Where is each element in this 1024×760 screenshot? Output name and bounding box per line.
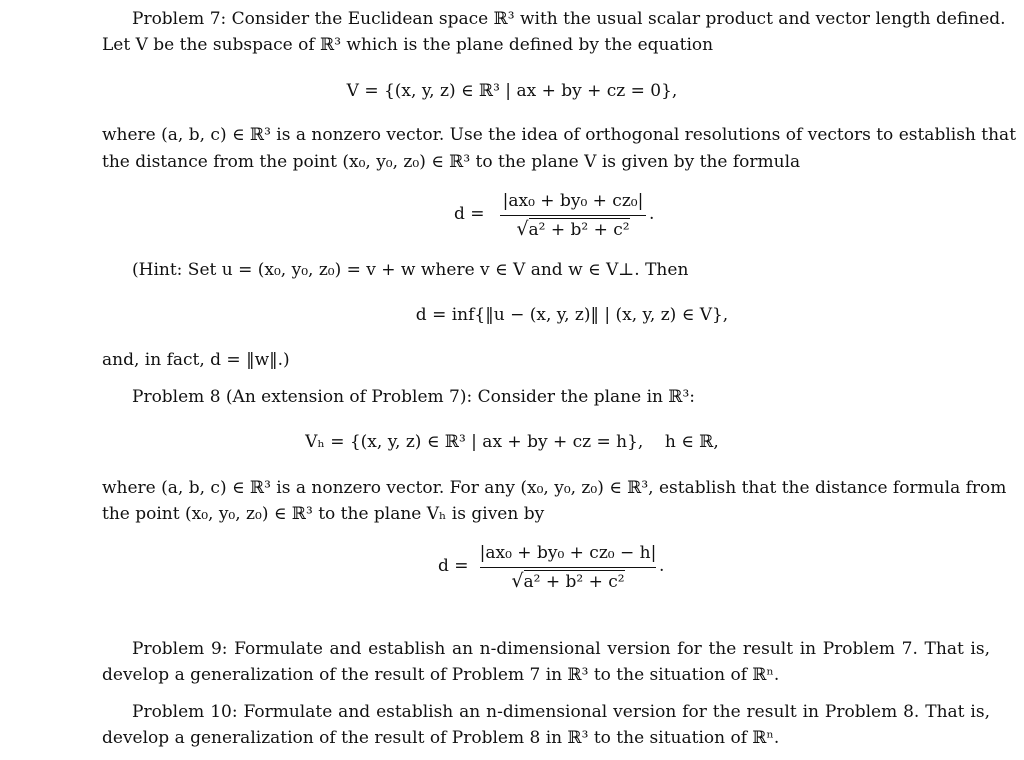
distance-formula-7 [454, 188, 654, 244]
formula-period: . [649, 204, 655, 224]
formula-period: . [659, 556, 665, 576]
distance-formula-8 [438, 540, 668, 596]
equation-infimum: d = inf{‖u − (x, y, z)‖ | (x, y, z) ∈ V}, [415, 305, 729, 325]
sqrt-symbol: √ [516, 218, 529, 240]
problem-7-line-2: Let V be the subspace of ℝ³ which is the plane defined by the equation [102, 35, 714, 55]
formula-lhs: d = [438, 556, 469, 576]
sqrt-symbol: √ [511, 570, 524, 592]
formula-numerator: |ax₀ + by₀ + cz₀ − h| [479, 543, 657, 563]
problem-8-line-2: where (a, b, c) ∈ ℝ³ is a nonzero vector. For any (x₀, y₀, z₀) ∈ ℝ³, establish that the distance formula from [102, 478, 1007, 498]
equation-plane-v: V = {(x, y, z) ∈ ℝ³ | ax + by + cz = 0}, [346, 81, 678, 101]
problem-8-line-1: Problem 8 (An extension of Problem 7): Consider the plane in ℝ³: [132, 387, 696, 407]
formula-lhs: d = [454, 204, 485, 224]
problem-9-line-2: develop a generalization of the result of Problem 7 in ℝ³ to the situation of ℝⁿ. [102, 665, 780, 685]
formula-numerator: |ax₀ + by₀ + cz₀| [502, 191, 644, 211]
problem-7-line-4: the distance from the point (x₀, y₀, z₀) ∈ ℝ³ to the plane V is given by the formula [102, 152, 801, 172]
problem-8-line-3: the point (x₀, y₀, z₀) ∈ ℝ³ to the plane Vₕ is given by [102, 504, 545, 524]
problem-10-line-2: develop a generalization of the result of Problem 8 in ℝ³ to the situation of ℝⁿ. [102, 728, 780, 748]
problem-9-line-1: Problem 9: Formulate and establish an n-dimensional version for the result in Problem 7. That is, [132, 639, 990, 659]
problem-7-line-3: where (a, b, c) ∈ ℝ³ is a nonzero vector. Use the idea of orthogonal resolutions of vectors to establish that [102, 125, 1017, 145]
formula-denominator [498, 216, 648, 243]
problem-7-line-1: Problem 7: Consider the Euclidean space ℝ³ with the usual scalar product and vector length defined. [132, 9, 1006, 29]
problem-10-line-1: Problem 10: Formulate and establish an n-dimensional version for the result in Problem 8. That is, [132, 702, 990, 722]
hint-end-line: and, in fact, d = ‖w‖.) [102, 350, 290, 370]
formula-denominator [478, 568, 658, 595]
equation-plane-vh: Vₕ = {(x, y, z) ∈ ℝ³ | ax + by + cz = h}, h ∈ ℝ, [305, 432, 719, 452]
sqrt-argument: a² + b² + c² [528, 220, 630, 240]
hint-line: (Hint: Set u = (x₀, y₀, z₀) = v + w where v ∈ V and w ∈ V⊥. Then [132, 260, 689, 280]
sqrt-argument: a² + b² + c² [523, 572, 625, 592]
